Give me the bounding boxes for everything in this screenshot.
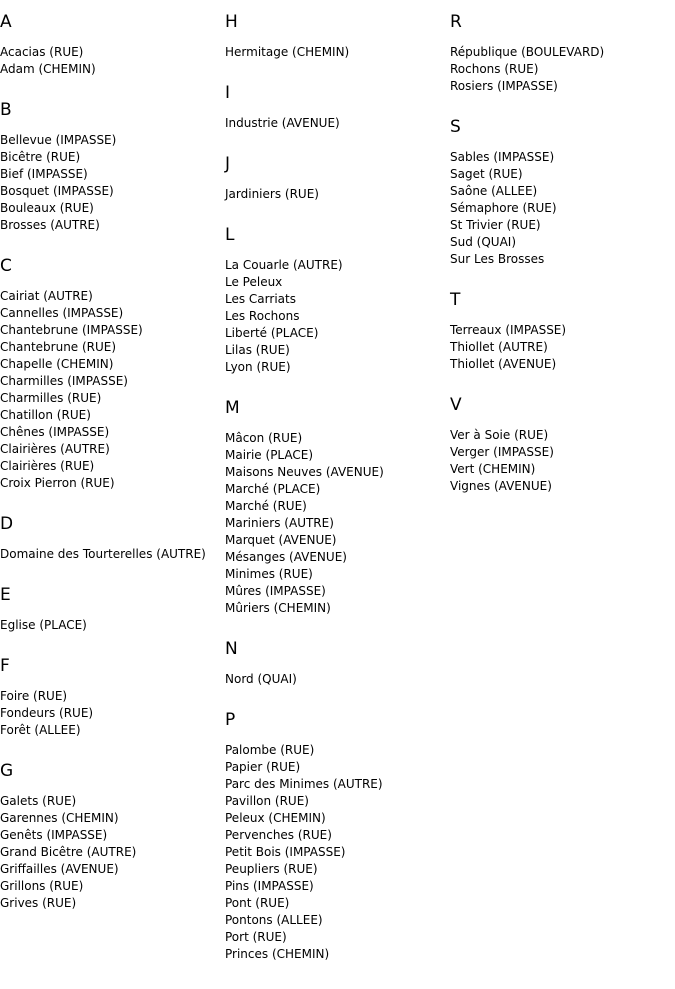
street-link[interactable]: Terreaux (IMPASSE): [450, 323, 567, 337]
letter-section-f: [0, 654, 224, 739]
street-link[interactable]: Acacias (RUE): [0, 45, 84, 59]
street-link[interactable]: Mariniers (AUTRE): [225, 516, 334, 530]
street-link[interactable]: Marquet (AVENUE): [225, 533, 337, 547]
letter-section-j: [225, 152, 449, 203]
section-letter-heading: L: [225, 225, 235, 245]
street-link[interactable]: Saône (ALLEE): [450, 184, 538, 198]
letter-section-s: [450, 115, 674, 268]
street-link[interactable]: Vert (CHEMIN): [450, 462, 536, 476]
street-link[interactable]: Princes (CHEMIN): [225, 947, 330, 961]
section-letter-heading: P: [225, 710, 236, 730]
street-link[interactable]: Rosiers (IMPASSE): [450, 79, 558, 93]
street-link[interactable]: Grives (RUE): [0, 896, 77, 910]
section-letter-heading: N: [225, 639, 238, 659]
street-link[interactable]: Cairiat (AUTRE): [0, 289, 93, 303]
letter-section-e: [0, 583, 224, 634]
street-link[interactable]: Foire (RUE): [0, 689, 68, 703]
street-link[interactable]: Fondeurs (RUE): [0, 706, 94, 720]
street-link[interactable]: Croix Pierron (RUE): [0, 476, 115, 490]
street-link[interactable]: Pontons (ALLEE): [225, 913, 323, 927]
letter-section-p: [225, 708, 449, 963]
street-link[interactable]: Griffailles (AVENUE): [0, 862, 119, 876]
street-link[interactable]: Parc des Minimes (AUTRE): [225, 777, 383, 791]
street-link[interactable]: Jardiniers (RUE): [225, 187, 319, 201]
street-link[interactable]: Thiollet (AUTRE): [450, 340, 548, 354]
street-link[interactable]: Pavillon (RUE): [225, 794, 309, 808]
street-link[interactable]: Sémaphore (RUE): [450, 201, 557, 215]
index-column: [0, 10, 224, 932]
street-link[interactable]: Peleux (CHEMIN): [225, 811, 326, 825]
street-link[interactable]: Genêts (IMPASSE): [0, 828, 108, 842]
section-letter-heading: I: [225, 83, 231, 103]
street-link[interactable]: Maisons Neuves (AVENUE): [225, 465, 384, 479]
street-link[interactable]: Bosquet (IMPASSE): [0, 184, 114, 198]
letter-section-b: [0, 98, 224, 234]
letter-section-h: [225, 10, 449, 61]
street-link[interactable]: Papier (RUE): [225, 760, 301, 774]
section-letter-heading: J: [225, 154, 231, 174]
street-link[interactable]: Sud (QUAI): [450, 235, 516, 249]
section-letter-heading: R: [450, 12, 462, 32]
section-letter-heading: E: [0, 585, 11, 605]
street-link[interactable]: Chapelle (CHEMIN): [0, 357, 114, 371]
street-link[interactable]: Grand Bicêtre (AUTRE): [0, 845, 137, 859]
letter-section-a: [0, 10, 224, 78]
street-link[interactable]: Mûriers (CHEMIN): [225, 601, 331, 615]
street-link[interactable]: Les Rochons: [225, 309, 300, 323]
letter-section-d: [0, 512, 224, 563]
street-link[interactable]: Chantebrune (IMPASSE): [0, 323, 143, 337]
street-link[interactable]: Palombe (RUE): [225, 743, 315, 757]
street-link[interactable]: Lyon (RUE): [225, 360, 291, 374]
street-link[interactable]: Petit Bois (IMPASSE): [225, 845, 346, 859]
street-link[interactable]: Pins (IMPASSE): [225, 879, 314, 893]
letter-section-l: [225, 223, 449, 376]
street-link[interactable]: Liberté (PLACE): [225, 326, 319, 340]
street-link[interactable]: Thiollet (AVENUE): [450, 357, 557, 371]
street-link[interactable]: Verger (IMPASSE): [450, 445, 554, 459]
section-letter-heading: A: [0, 12, 12, 32]
street-link[interactable]: République (BOULEVARD): [450, 45, 605, 59]
section-letter-heading: G: [0, 761, 14, 781]
street-link[interactable]: Bouleaux (RUE): [0, 201, 94, 215]
street-link[interactable]: Le Peleux: [225, 275, 283, 289]
street-link[interactable]: Ver à Soie (RUE): [450, 428, 549, 442]
street-link[interactable]: St Trivier (RUE): [450, 218, 541, 232]
street-link[interactable]: Chantebrune (RUE): [0, 340, 117, 354]
street-link[interactable]: Eglise (PLACE): [0, 618, 87, 632]
street-link[interactable]: Grillons (RUE): [0, 879, 84, 893]
section-letter-heading: T: [450, 290, 461, 310]
street-link[interactable]: Mâcon (RUE): [225, 431, 303, 445]
street-link[interactable]: Mairie (PLACE): [225, 448, 314, 462]
street-link[interactable]: Chatillon (RUE): [0, 408, 91, 422]
street-link[interactable]: Minimes (RUE): [225, 567, 313, 581]
street-link[interactable]: Clairières (AUTRE): [0, 442, 110, 456]
street-link[interactable]: Mésanges (AVENUE): [225, 550, 347, 564]
letter-section-i: [225, 81, 449, 132]
street-link[interactable]: Charmilles (IMPASSE): [0, 374, 128, 388]
letter-section-r: [450, 10, 674, 95]
section-letter-heading: C: [0, 256, 12, 276]
letter-section-g: [0, 759, 224, 912]
letter-section-v: [450, 393, 674, 495]
street-link[interactable]: Nord (QUAI): [225, 672, 297, 686]
street-link[interactable]: Vignes (AVENUE): [450, 479, 552, 493]
street-link[interactable]: Peupliers (RUE): [225, 862, 318, 876]
section-letter-heading: V: [450, 395, 462, 415]
street-link[interactable]: Sur Les Brosses: [450, 252, 545, 266]
street-link[interactable]: Lilas (RUE): [225, 343, 290, 357]
street-link[interactable]: Brosses (AUTRE): [0, 218, 100, 232]
street-link[interactable]: Pervenches (RUE): [225, 828, 332, 842]
street-link[interactable]: La Couarle (AUTRE): [225, 258, 343, 272]
street-link[interactable]: Clairières (RUE): [0, 459, 95, 473]
street-link[interactable]: Adam (CHEMIN): [0, 62, 96, 76]
street-link[interactable]: Saget (RUE): [450, 167, 523, 181]
section-letter-heading: S: [450, 117, 461, 137]
letter-section-n: [225, 637, 449, 688]
section-letter-heading: D: [0, 514, 14, 534]
street-link[interactable]: Industrie (AVENUE): [225, 116, 340, 130]
street-link[interactable]: Charmilles (RUE): [0, 391, 102, 405]
letter-section-t: [450, 288, 674, 373]
index-column: [225, 10, 449, 983]
street-link[interactable]: Domaine des Tourterelles (AUTRE): [0, 547, 206, 561]
section-letter-heading: M: [225, 398, 240, 418]
street-link[interactable]: Pont (RUE): [225, 896, 290, 910]
street-link[interactable]: Mûres (IMPASSE): [225, 584, 326, 598]
street-link[interactable]: Chênes (IMPASSE): [0, 425, 110, 439]
street-link[interactable]: Garennes (CHEMIN): [0, 811, 119, 825]
section-letter-heading: F: [0, 656, 10, 676]
street-link[interactable]: Les Carriats: [225, 292, 296, 306]
street-link[interactable]: Bief (IMPASSE): [0, 167, 88, 181]
street-link[interactable]: Marché (RUE): [225, 499, 307, 513]
letter-section-m: [225, 396, 449, 617]
letter-section-c: [0, 254, 224, 492]
street-link[interactable]: Bicêtre (RUE): [0, 150, 81, 164]
section-letter-heading: B: [0, 100, 12, 120]
street-link[interactable]: Port (RUE): [225, 930, 287, 944]
street-link[interactable]: Sables (IMPASSE): [450, 150, 555, 164]
street-link[interactable]: Forêt (ALLEE): [0, 723, 81, 737]
index-column: [450, 10, 674, 515]
street-link[interactable]: Bellevue (IMPASSE): [0, 133, 117, 147]
street-link[interactable]: Hermitage (CHEMIN): [225, 45, 350, 59]
street-link[interactable]: Marché (PLACE): [225, 482, 321, 496]
street-link[interactable]: Rochons (RUE): [450, 62, 539, 76]
street-link[interactable]: Galets (RUE): [0, 794, 77, 808]
section-letter-heading: H: [225, 12, 238, 32]
street-link[interactable]: Cannelles (IMPASSE): [0, 306, 124, 320]
